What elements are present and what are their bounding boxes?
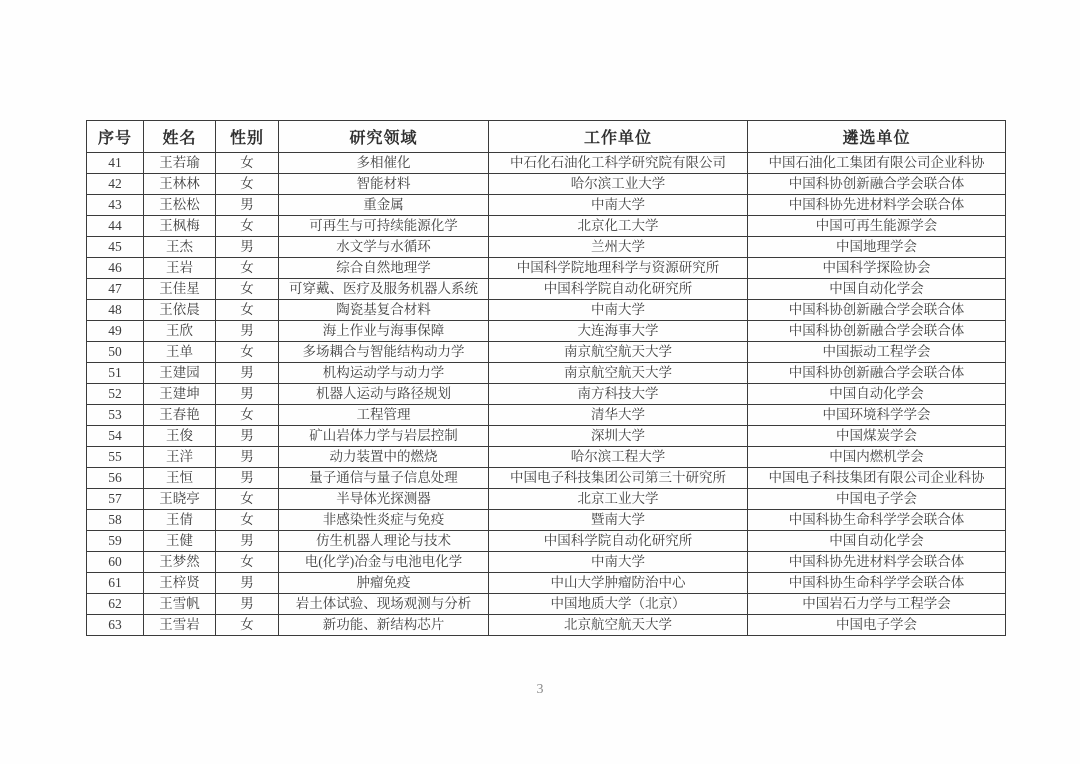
table-cell: 工程管理 bbox=[279, 405, 489, 426]
table-cell: 女 bbox=[216, 405, 279, 426]
table-cell: 中国科协创新融合学会联合体 bbox=[748, 174, 1006, 195]
table-cell: 51 bbox=[87, 363, 144, 384]
table-cell: 男 bbox=[216, 237, 279, 258]
table-cell: 王梓贤 bbox=[144, 573, 216, 594]
table-row bbox=[87, 216, 1006, 237]
table-cell: 男 bbox=[216, 573, 279, 594]
table-body bbox=[87, 153, 1006, 636]
table-cell: 大连海事大学 bbox=[489, 321, 748, 342]
table-cell: 重金属 bbox=[279, 195, 489, 216]
header-cell: 姓名 bbox=[144, 121, 216, 153]
table-cell: 中国科协创新融合学会联合体 bbox=[748, 363, 1006, 384]
table-row bbox=[87, 552, 1006, 573]
table-cell: 中南大学 bbox=[489, 300, 748, 321]
table-cell: 54 bbox=[87, 426, 144, 447]
table-cell: 北京航空航天大学 bbox=[489, 615, 748, 636]
table-row bbox=[87, 468, 1006, 489]
table-cell: 北京化工大学 bbox=[489, 216, 748, 237]
table-row bbox=[87, 531, 1006, 552]
table-cell: 女 bbox=[216, 510, 279, 531]
table-cell: 中南大学 bbox=[489, 552, 748, 573]
table-cell: 男 bbox=[216, 447, 279, 468]
table-row bbox=[87, 279, 1006, 300]
table-cell: 中国科学院自动化研究所 bbox=[489, 531, 748, 552]
table-cell: 55 bbox=[87, 447, 144, 468]
table-row bbox=[87, 489, 1006, 510]
table-row bbox=[87, 405, 1006, 426]
table-cell: 46 bbox=[87, 258, 144, 279]
table-cell: 智能材料 bbox=[279, 174, 489, 195]
table-cell: 中山大学肿瘤防治中心 bbox=[489, 573, 748, 594]
table-cell: 41 bbox=[87, 153, 144, 174]
table-cell: 男 bbox=[216, 468, 279, 489]
table-cell: 男 bbox=[216, 426, 279, 447]
table-row bbox=[87, 426, 1006, 447]
table-cell: 女 bbox=[216, 615, 279, 636]
table-row bbox=[87, 594, 1006, 615]
table-cell: 男 bbox=[216, 363, 279, 384]
table-cell: 中国科协先进材料学会联合体 bbox=[748, 552, 1006, 573]
table-cell: 中国地质大学（北京） bbox=[489, 594, 748, 615]
table-cell: 中国科协先进材料学会联合体 bbox=[748, 195, 1006, 216]
table-cell: 可再生与可持续能源化学 bbox=[279, 216, 489, 237]
table-row bbox=[87, 384, 1006, 405]
table-cell: 王晓亭 bbox=[144, 489, 216, 510]
table-cell: 男 bbox=[216, 594, 279, 615]
table-cell: 南方科技大学 bbox=[489, 384, 748, 405]
table-cell: 45 bbox=[87, 237, 144, 258]
table-cell: 中国地理学会 bbox=[748, 237, 1006, 258]
table-cell: 中国自动化学会 bbox=[748, 531, 1006, 552]
table-cell: 女 bbox=[216, 216, 279, 237]
table-cell: 南京航空航天大学 bbox=[489, 342, 748, 363]
table-cell: 男 bbox=[216, 384, 279, 405]
table-cell: 仿生机器人理论与技术 bbox=[279, 531, 489, 552]
table-cell: 王杰 bbox=[144, 237, 216, 258]
table-cell: 男 bbox=[216, 531, 279, 552]
table-cell: 女 bbox=[216, 258, 279, 279]
table-cell: 多场耦合与智能结构动力学 bbox=[279, 342, 489, 363]
table-cell: 中国电子科技集团公司第三十研究所 bbox=[489, 468, 748, 489]
table-cell: 王雪岩 bbox=[144, 615, 216, 636]
table-cell: 王欣 bbox=[144, 321, 216, 342]
table-cell: 中国电子学会 bbox=[748, 615, 1006, 636]
table-row bbox=[87, 321, 1006, 342]
table-cell: 中石化石油化工科学研究院有限公司 bbox=[489, 153, 748, 174]
table-cell: 男 bbox=[216, 195, 279, 216]
table-row bbox=[87, 447, 1006, 468]
table-cell: 中国岩石力学与工程学会 bbox=[748, 594, 1006, 615]
table-cell: 王依晨 bbox=[144, 300, 216, 321]
header-cell: 序号 bbox=[87, 121, 144, 153]
table-row bbox=[87, 153, 1006, 174]
table-header-row bbox=[87, 121, 1006, 153]
table-cell: 半导体光探测器 bbox=[279, 489, 489, 510]
table-cell: 中国科学院自动化研究所 bbox=[489, 279, 748, 300]
table-cell: 水文学与水循环 bbox=[279, 237, 489, 258]
table-cell: 南京航空航天大学 bbox=[489, 363, 748, 384]
table-cell: 53 bbox=[87, 405, 144, 426]
table-cell: 48 bbox=[87, 300, 144, 321]
table-cell: 王林林 bbox=[144, 174, 216, 195]
table-cell: 清华大学 bbox=[489, 405, 748, 426]
table-cell: 62 bbox=[87, 594, 144, 615]
table-cell: 海上作业与海事保障 bbox=[279, 321, 489, 342]
table-cell: 女 bbox=[216, 552, 279, 573]
table-cell: 中国振动工程学会 bbox=[748, 342, 1006, 363]
table-cell: 女 bbox=[216, 153, 279, 174]
table-cell: 机器人运动与路径规划 bbox=[279, 384, 489, 405]
page-number: 3 bbox=[536, 682, 544, 697]
table-cell: 哈尔滨工业大学 bbox=[489, 174, 748, 195]
table-cell: 新功能、新结构芯片 bbox=[279, 615, 489, 636]
table-cell: 机构运动学与动力学 bbox=[279, 363, 489, 384]
table-cell: 多相催化 bbox=[279, 153, 489, 174]
table-cell: 中国科协生命科学学会联合体 bbox=[748, 573, 1006, 594]
table-cell: 暨南大学 bbox=[489, 510, 748, 531]
table-cell: 女 bbox=[216, 342, 279, 363]
table-row bbox=[87, 237, 1006, 258]
table-cell: 兰州大学 bbox=[489, 237, 748, 258]
header-cell: 工作单位 bbox=[489, 121, 748, 153]
table-cell: 女 bbox=[216, 300, 279, 321]
table-cell: 43 bbox=[87, 195, 144, 216]
table-cell: 中国电子学会 bbox=[748, 489, 1006, 510]
table-cell: 59 bbox=[87, 531, 144, 552]
table-cell: 王洋 bbox=[144, 447, 216, 468]
table-cell: 50 bbox=[87, 342, 144, 363]
table-cell: 北京工业大学 bbox=[489, 489, 748, 510]
table-cell: 60 bbox=[87, 552, 144, 573]
table-cell: 王单 bbox=[144, 342, 216, 363]
table-cell: 男 bbox=[216, 321, 279, 342]
table-cell: 63 bbox=[87, 615, 144, 636]
table-row bbox=[87, 174, 1006, 195]
table-cell: 深圳大学 bbox=[489, 426, 748, 447]
table-cell: 中国自动化学会 bbox=[748, 384, 1006, 405]
table-cell: 动力装置中的燃烧 bbox=[279, 447, 489, 468]
table-cell: 中国科协生命科学学会联合体 bbox=[748, 510, 1006, 531]
header-cell: 性别 bbox=[216, 121, 279, 153]
table-cell: 中国电子科技集团有限公司企业科协 bbox=[748, 468, 1006, 489]
table-cell: 综合自然地理学 bbox=[279, 258, 489, 279]
table-cell: 矿山岩体力学与岩层控制 bbox=[279, 426, 489, 447]
header-cell: 研究领域 bbox=[279, 121, 489, 153]
table-cell: 电(化学)冶金与电池电化学 bbox=[279, 552, 489, 573]
table-cell: 王健 bbox=[144, 531, 216, 552]
table-row bbox=[87, 573, 1006, 594]
table-row bbox=[87, 258, 1006, 279]
table-cell: 陶瓷基复合材料 bbox=[279, 300, 489, 321]
table-cell: 王恒 bbox=[144, 468, 216, 489]
table-cell: 49 bbox=[87, 321, 144, 342]
table-cell: 中南大学 bbox=[489, 195, 748, 216]
table-cell: 56 bbox=[87, 468, 144, 489]
table-cell: 中国石油化工集团有限公司企业科协 bbox=[748, 153, 1006, 174]
table-cell: 女 bbox=[216, 174, 279, 195]
table-cell: 王建坤 bbox=[144, 384, 216, 405]
candidate-roster-table bbox=[86, 120, 1006, 636]
table-cell: 中国科协创新融合学会联合体 bbox=[748, 321, 1006, 342]
table-cell: 王枫梅 bbox=[144, 216, 216, 237]
table-cell: 58 bbox=[87, 510, 144, 531]
table-cell: 量子通信与量子信息处理 bbox=[279, 468, 489, 489]
table-cell: 王倩 bbox=[144, 510, 216, 531]
table-row bbox=[87, 300, 1006, 321]
table-cell: 57 bbox=[87, 489, 144, 510]
table-cell: 岩土体试验、现场观测与分析 bbox=[279, 594, 489, 615]
table-cell: 王佳星 bbox=[144, 279, 216, 300]
table-cell: 中国科学院地理科学与资源研究所 bbox=[489, 258, 748, 279]
table-cell: 中国自动化学会 bbox=[748, 279, 1006, 300]
table-cell: 王松松 bbox=[144, 195, 216, 216]
table-cell: 47 bbox=[87, 279, 144, 300]
table-cell: 哈尔滨工程大学 bbox=[489, 447, 748, 468]
table-cell: 可穿戴、医疗及服务机器人系统 bbox=[279, 279, 489, 300]
table-row bbox=[87, 615, 1006, 636]
table-cell: 61 bbox=[87, 573, 144, 594]
table-cell: 王建园 bbox=[144, 363, 216, 384]
table-row bbox=[87, 363, 1006, 384]
table-row bbox=[87, 510, 1006, 531]
table-cell: 非感染性炎症与免疫 bbox=[279, 510, 489, 531]
table-cell: 王俊 bbox=[144, 426, 216, 447]
table-cell: 44 bbox=[87, 216, 144, 237]
table-cell: 52 bbox=[87, 384, 144, 405]
table-cell: 中国内燃机学会 bbox=[748, 447, 1006, 468]
table-cell: 女 bbox=[216, 489, 279, 510]
table-cell: 中国煤炭学会 bbox=[748, 426, 1006, 447]
table-cell: 中国环境科学学会 bbox=[748, 405, 1006, 426]
table-cell: 王若瑜 bbox=[144, 153, 216, 174]
table-row bbox=[87, 195, 1006, 216]
table-cell: 女 bbox=[216, 279, 279, 300]
table-cell: 中国科学探险协会 bbox=[748, 258, 1006, 279]
header-cell: 遴选单位 bbox=[748, 121, 1006, 153]
table-cell: 王梦然 bbox=[144, 552, 216, 573]
table-cell: 42 bbox=[87, 174, 144, 195]
table-cell: 中国可再生能源学会 bbox=[748, 216, 1006, 237]
table-cell: 王雪帆 bbox=[144, 594, 216, 615]
table-cell: 王岩 bbox=[144, 258, 216, 279]
table-cell: 肿瘤免疫 bbox=[279, 573, 489, 594]
table-cell: 王春艳 bbox=[144, 405, 216, 426]
table-cell: 中国科协创新融合学会联合体 bbox=[748, 300, 1006, 321]
table-row bbox=[87, 342, 1006, 363]
